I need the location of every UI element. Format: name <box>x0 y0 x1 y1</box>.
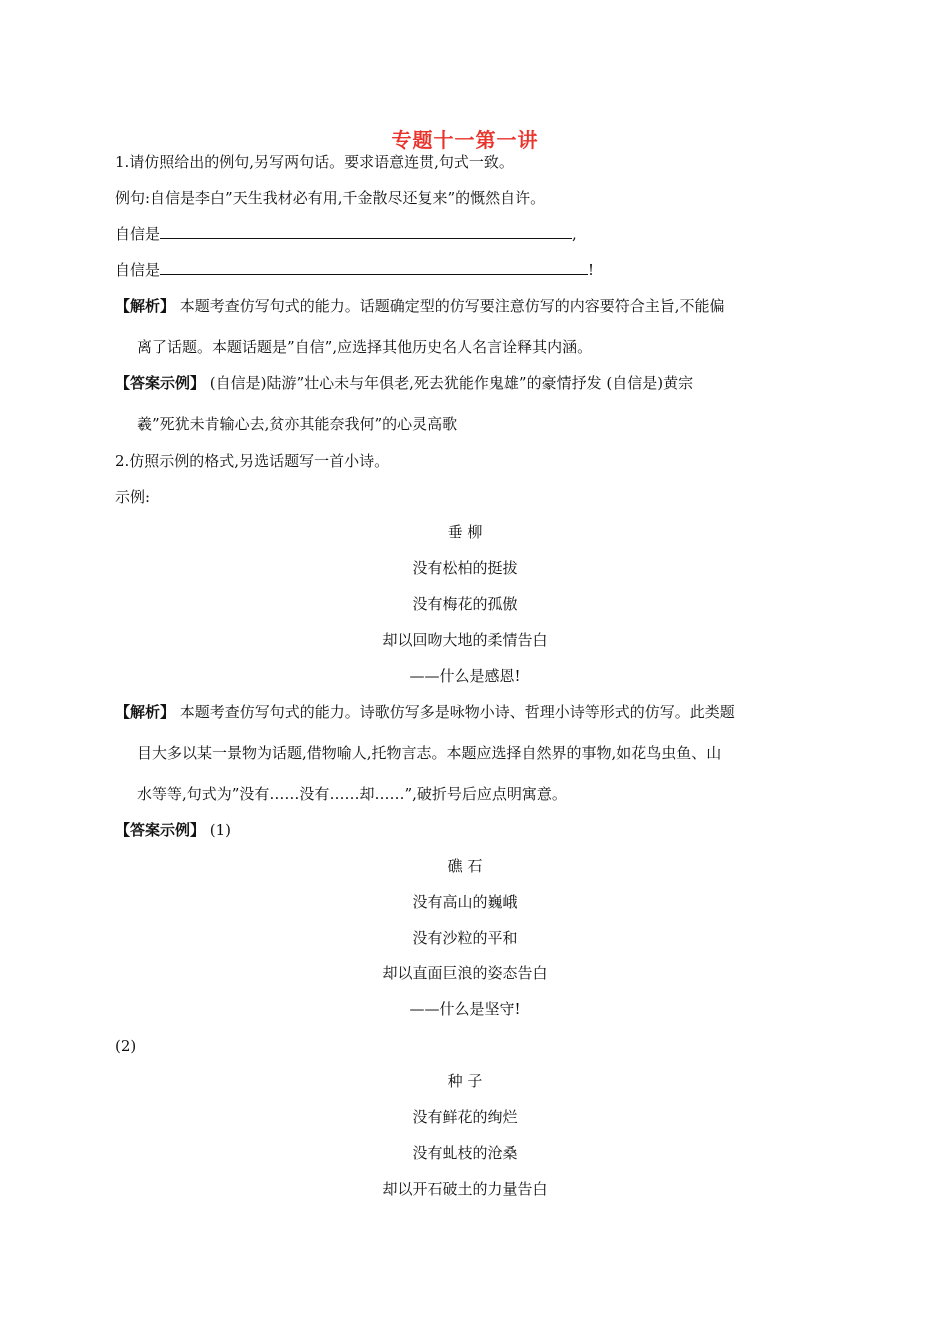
question-2-answer <box>115 820 231 840</box>
fill-line-2-suffix: ! <box>588 261 595 279</box>
question-1-answer-cont: 羲”死犹未肯输心去,贫亦其能奈我何”的心灵高歌 <box>137 415 458 433</box>
answer-blank-2[interactable] <box>160 260 588 275</box>
poem-2-line: 没有虬枝的沧桑 <box>412 1144 518 1162</box>
question-1-answer <box>115 373 693 393</box>
question-2-example-label: 示例: <box>115 488 151 506</box>
question-1-example: 例句:自信是李白”天生我材必有用,千金散尽还复来”的慨然自许。 <box>115 189 546 207</box>
answer-tag: 【答案示例】 <box>115 374 206 392</box>
answer-blank-1[interactable] <box>160 224 572 239</box>
poem-1-line: 却以直面巨浪的姿态告白 <box>382 964 548 982</box>
analysis-tag: 【解析】 <box>115 703 176 721</box>
answer-number-2: (2) <box>115 1037 137 1055</box>
poem-1-line: 没有沙粒的平和 <box>412 929 518 947</box>
poem-2-line: 却以开石破土的力量告白 <box>382 1180 548 1198</box>
analysis-tag: 【解析】 <box>115 297 176 315</box>
question-2-analysis <box>115 702 735 722</box>
question-1-prompt: 1.请仿照给出的例句,另写两句话。要求语意连贯,句式一致。 <box>115 153 514 171</box>
answer-text: (自信是)陆游”壮心未与年俱老,死去犹能作鬼雄”的豪情抒发 (自信是)黄宗 <box>205 374 694 392</box>
example-poem-line: 没有梅花的孤傲 <box>412 595 518 613</box>
example-poem-line: ——什么是感恩! <box>409 667 521 685</box>
question-2-analysis-cont: 水等等,句式为”没有……没有……却……”,破折号后应点明寓意。 <box>137 785 567 803</box>
example-poem-line: 没有松柏的挺拔 <box>412 559 518 577</box>
poem-1-line: ——什么是坚守! <box>409 1000 521 1018</box>
answer-tag: 【答案示例】 <box>115 821 206 839</box>
question-2-prompt: 2.仿照示例的格式,另选话题写一首小诗。 <box>115 452 390 470</box>
example-poem-title: 垂 柳 <box>447 523 483 541</box>
fill-line-1-prefix: 自信是 <box>115 225 161 243</box>
question-2-analysis-cont: 目大多以某一景物为话题,借物喻人,托物言志。本题应选择自然界的事物,如花鸟虫鱼、山 <box>137 744 722 762</box>
question-1-analysis-cont: 离了话题。本题话题是”自信”,应选择其他历史名人名言诠释其内涵。 <box>137 338 593 356</box>
fill-line-2-prefix: 自信是 <box>115 261 161 279</box>
poem-2-line: 没有鲜花的绚烂 <box>412 1108 518 1126</box>
fill-line-2 <box>115 260 594 280</box>
answer-number-1: (1) <box>205 821 232 839</box>
fill-line-1-suffix: , <box>572 225 577 243</box>
poem-1-line: 没有高山的巍峨 <box>412 893 518 911</box>
question-1-analysis <box>115 296 725 316</box>
poem-2-title: 种 子 <box>447 1072 483 1090</box>
analysis-text: 本题考查仿写句式的能力。话题确定型的仿写要注意仿写的内容要符合主旨,不能偏 <box>175 297 725 315</box>
analysis-text: 本题考查仿写句式的能力。诗歌仿写多是咏物小诗、哲理小诗等形式的仿写。此类题 <box>175 703 735 721</box>
page-title: 专题十一第一讲 <box>391 128 539 152</box>
poem-1-title: 礁 石 <box>447 857 483 875</box>
example-poem-line: 却以回吻大地的柔情告白 <box>382 631 548 649</box>
fill-line-1 <box>115 224 577 244</box>
